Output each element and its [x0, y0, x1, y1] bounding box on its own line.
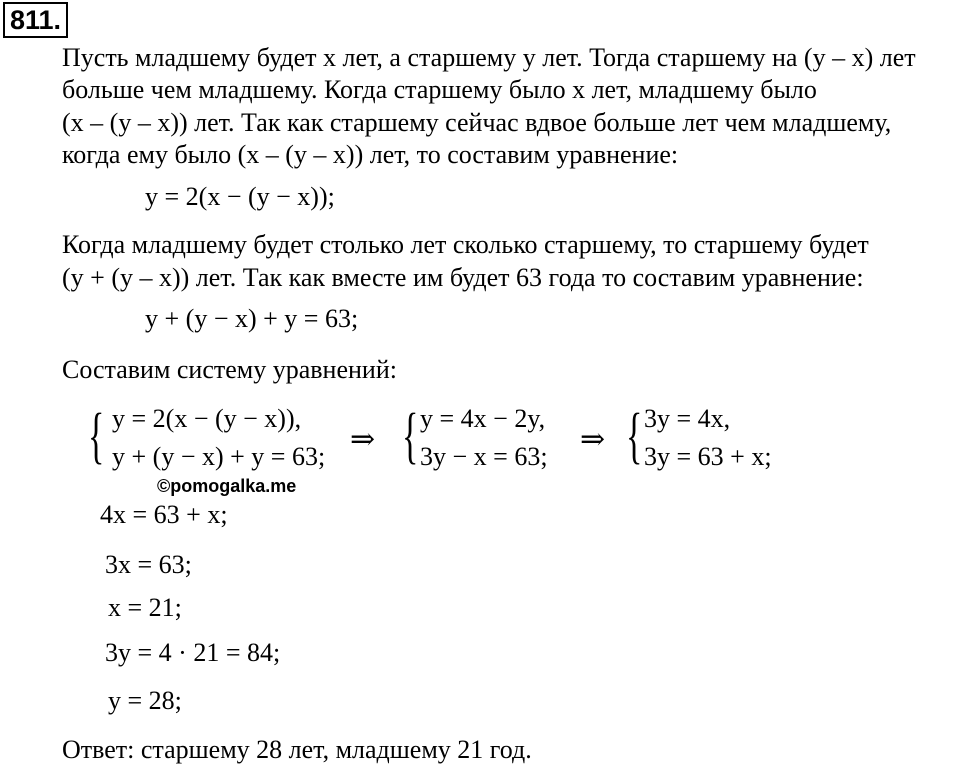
paragraph-line: когда ему было (x – (y – x)) лет, то составим уравнение: — [62, 140, 679, 169]
paragraph-line: (x – (y – x)) лет. Так как старшему сейчас вдвое больше лет чем младшему, — [62, 108, 892, 137]
implies-arrow: ⇒ — [580, 423, 606, 456]
system-intro: Составим систему уравнений: — [62, 355, 397, 384]
system-line: 3y = 63 + x; — [644, 442, 772, 471]
paragraph-line: Когда младшему будет столько лет сколько старшему, то старшему будет — [62, 230, 869, 259]
left-brace: { — [402, 402, 419, 470]
paragraph-line: Пусть младшему будет x лет, а старшему y лет. Тогда старшему на (y – x) лет — [62, 43, 916, 72]
watermark: ©pomogalka.me — [157, 476, 297, 496]
system-line: 3y − x = 63; — [420, 442, 548, 471]
system-line: y + (y − x) + y = 63; — [112, 442, 326, 471]
step: 4x = 63 + x; — [100, 500, 228, 529]
problem-number: 811. — [3, 2, 68, 38]
answer: Ответ: старшему 28 лет, младшему 21 год. — [62, 735, 532, 764]
equation-1: y = 2(x − (y − x)); — [145, 182, 335, 211]
step: x = 21; — [108, 593, 182, 622]
step: 3y = 4 · 21 = 84; — [105, 638, 281, 667]
system-line: 3y = 4x, — [644, 404, 731, 433]
paragraph-line: (y + (y – x)) лет. Так как вместе им будет 63 года то составим уравнение: — [62, 263, 864, 292]
equation-2: y + (y − x) + y = 63; — [145, 304, 359, 333]
implies-arrow: ⇒ — [350, 423, 376, 456]
step: y = 28; — [108, 686, 182, 715]
left-brace: { — [88, 402, 105, 470]
step: 3x = 63; — [105, 550, 192, 579]
system-line: y = 2(x − (y − x)), — [112, 404, 302, 433]
system-line: y = 4x − 2y, — [420, 404, 546, 433]
left-brace: { — [626, 402, 643, 470]
paragraph-line: больше чем младшему. Когда старшему было x лет, младшему было — [62, 75, 817, 104]
